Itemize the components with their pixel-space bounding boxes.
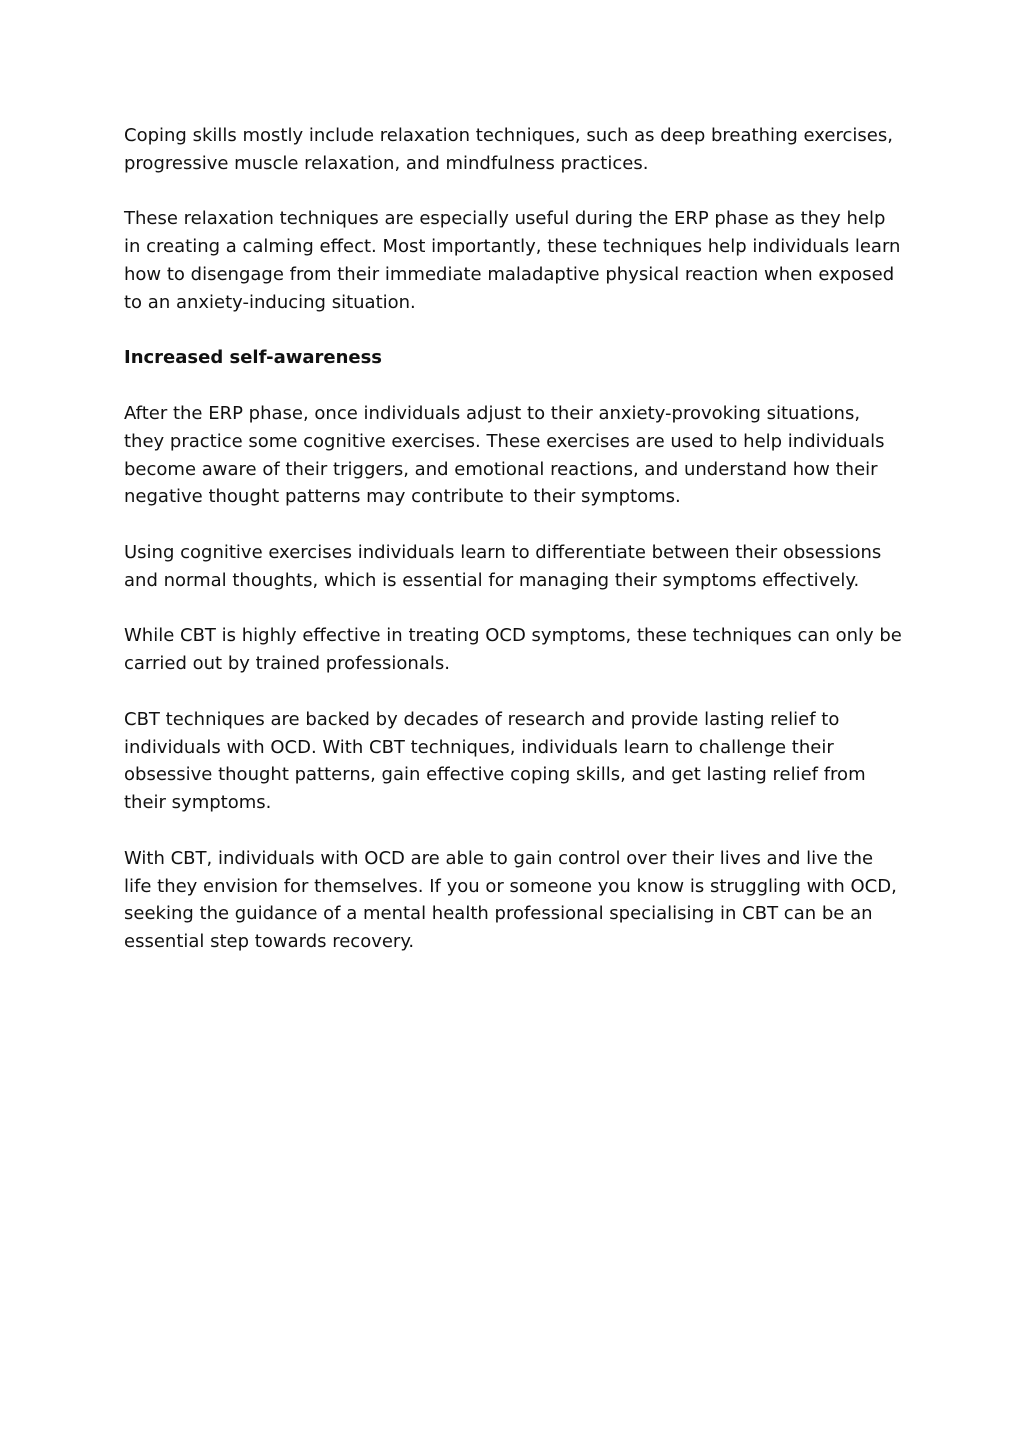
section-heading-self-awareness: Increased self-awareness bbox=[124, 347, 383, 369]
paragraph-cognitive-exercises: Using cognitive exercises individuals learn to differentiate between their obsessions and normal thoughts, which is essential for managing their symptoms effectively. bbox=[124, 541, 882, 591]
paragraph-cbt-research: CBT techniques are backed by decades of research and provide lasting relief to individuals with OCD. With CBT techniques, individuals learn to challenge their obsessive thought patterns, gain effective coping skills, and get lasting relief from their symptoms. bbox=[124, 708, 866, 814]
paragraph-coping-skills: Coping skills mostly include relaxation techniques, such as deep breathing exercises, progressive muscle relaxation, and mindfulness practices. bbox=[124, 125, 893, 174]
document-body bbox=[124, 122, 904, 984]
paragraph-relaxation-techniques: These relaxation techniques are especially useful during the ERP phase as they help in creating a calming effect. Most importantly, these techniques help individuals learn how to disengage from their immediate maladaptive physical reaction when exposed to an anxiety-inducing situation. bbox=[124, 208, 901, 313]
paragraph-cbt-effective: While CBT is highly effective in treating OCD symptoms, these techniques can only be carried out by trained professionals. bbox=[124, 625, 902, 675]
paragraph-cbt-control: With CBT, individuals with OCD are able to gain control over their lives and live the life they envision for themselves. If you or someone you know is struggling with OCD, seeking the guidance of a mental health professional specialising in CBT can be an essential step towards recovery. bbox=[124, 847, 897, 953]
paragraph-after-erp: After the ERP phase, once individuals adjust to their anxiety-provoking situations, they practice some cognitive exercises. These exercises are used to help individuals become aware of their triggers, and emotional reactions, and understand how their negative thought patterns may contribute to their symptoms. bbox=[124, 402, 885, 508]
